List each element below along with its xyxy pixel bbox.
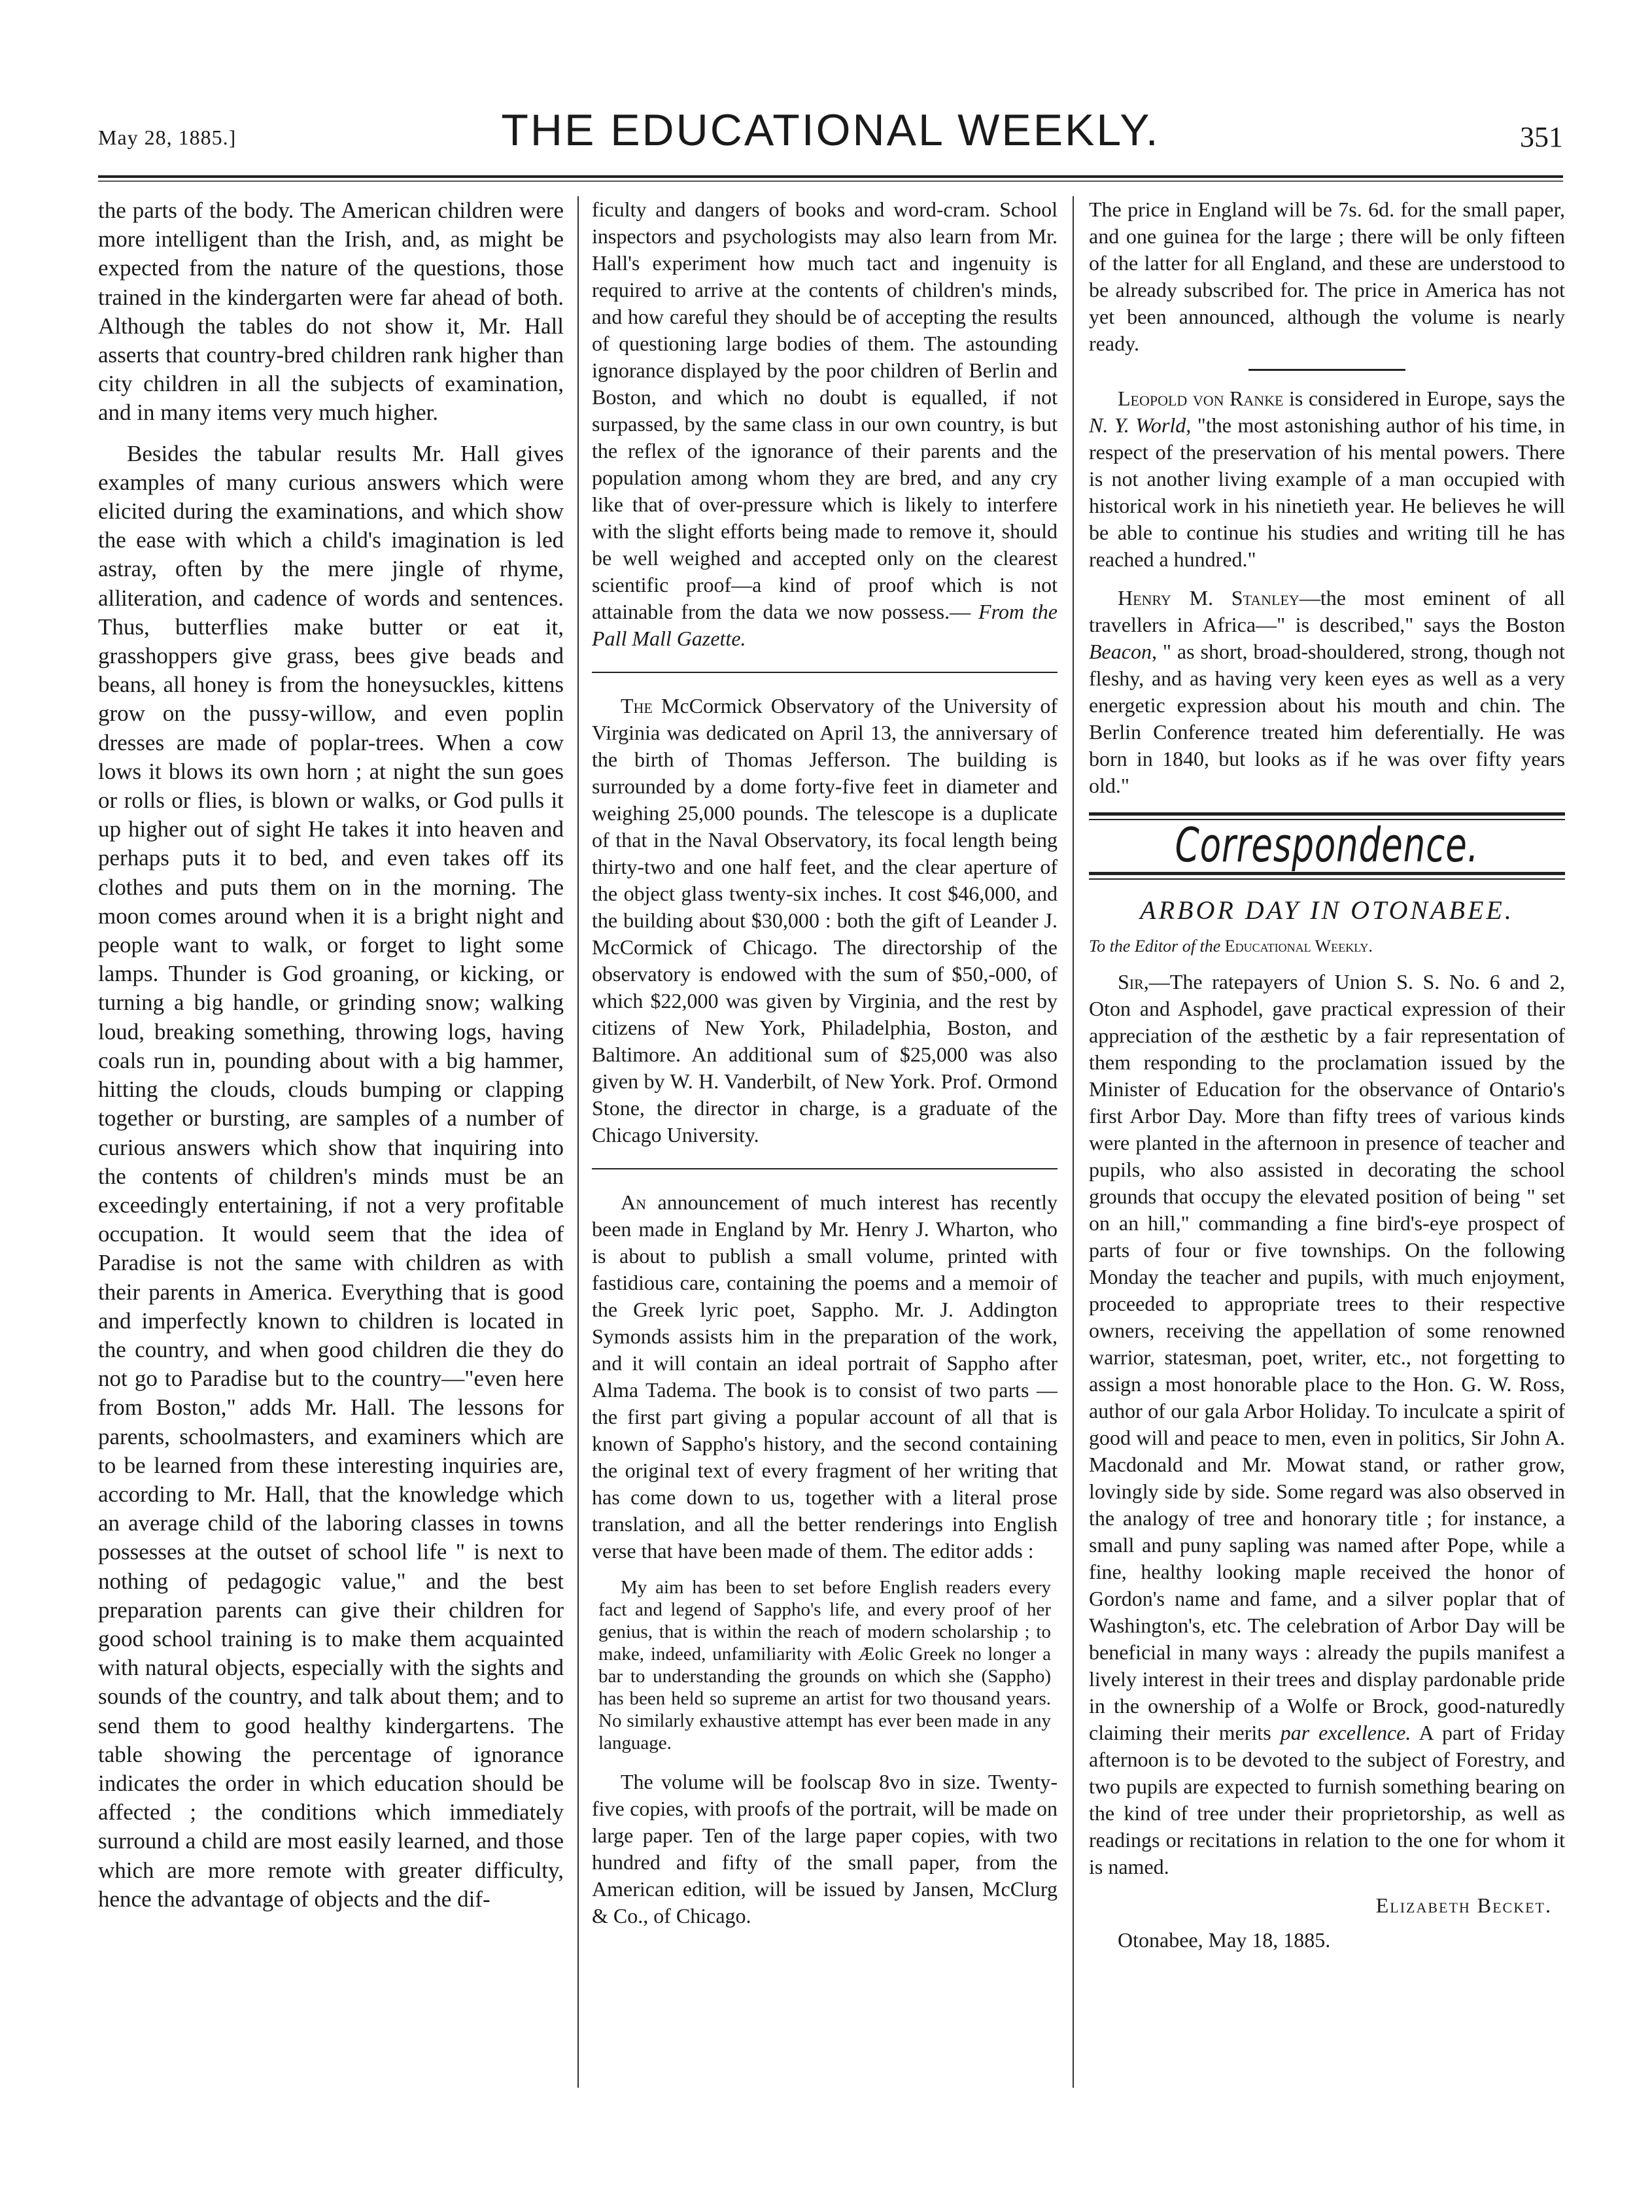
lead-name: Leopold von Ranke bbox=[1118, 387, 1284, 410]
article-source: From the Pall Mall Gazette. bbox=[592, 600, 1058, 650]
masthead bbox=[98, 98, 1563, 157]
column-3 bbox=[1089, 196, 1565, 2134]
section-title: Correspondence. bbox=[1175, 818, 1479, 873]
newspaper-name: Beacon, bbox=[1089, 640, 1157, 663]
article-text: —the most eminent of all travellers in Africa—" is described," says the Boston bbox=[1089, 586, 1565, 636]
lead-name: Henry M. Stanley bbox=[1118, 586, 1299, 610]
article-text: McCormick Observatory of the University of Virginia was dedicated on April 13, the anniversary of the birth of Thomas Jefferson. The building is surrounded by a dome forty-five feet in diameter and weighing 25,000 pounds. The telescope is a duplicate of that in the Naval Observatory, its focal length being thirty-two and one half feet, and the clear aperture of the object glass twenty-six inches. It cost $46,000, and the building about $30,000 : both the gift of Leander J. McCormick of Chicago. The directorship of the observatory is endowed with the sum of $50,-000, of which $22,000 was given by Virginia, and the rest by citizens of New York, Philadelphia, Boston, and Baltimore. An additional sum of $25,000 was also given by W. H. Vanderbilt, of New York. Prof. Ormond Stone, the director in charge, is a graduate of the Chicago University. bbox=[592, 694, 1058, 1147]
letter-dateline: Otonabee, May 18, 1885. bbox=[1118, 1928, 1331, 1952]
article-text: "the most astonishing author of his time, in respect of the preservation of his mental powers. There is not another living example of a man occupied with historical work in his ninetieth year. He believes he will be able to continue his studies and writing till he has reached a hundred." bbox=[1089, 413, 1565, 571]
salutation: Sir, bbox=[1118, 970, 1149, 994]
paragraph bbox=[1089, 385, 1565, 573]
paragraph: The price in England will be 7s. 6d. for the small paper, and one guinea for the large ; there will be only fifteen of the latter for all England, and these are understood to be already subscribed for. The price in America has not yet been announced, although the volume is nearly ready. bbox=[1089, 198, 1565, 355]
paragraph: the parts of the body. The American children were more intelligent than the Irish, and, as might be expected from the nature of the questions, those trained in the kindergarten were far ahead of both. Although the tables do not show it, Mr. Hall asserts that country-bred children rank higher than city children in all the subjects of examination, and in many items very much higher. bbox=[98, 198, 564, 426]
article-divider bbox=[592, 1168, 1058, 1169]
editor-address bbox=[1089, 933, 1565, 959]
paragraph: The volume will be foolscap 8vo in size. Twenty-five copies, with proofs of the portrait, will be made on large paper. Ten of the large paper copies, with two hundred and fifty of the small paper, from the American edition, will be issued by Jansen, McClurg & Co., of Chicago. bbox=[592, 1770, 1058, 1927]
article-text: is considered in Europe, says the bbox=[1283, 387, 1565, 410]
newspaper-name: N. Y. World, bbox=[1089, 413, 1192, 437]
article-text: announcement of much interest has recently been made in England by Mr. Henry J. Wharton, who is about to publish a small volume, printed with fastidious care, containing the poems and a memoir of the Greek lyric poet, Sappho. Mr. J. Addington Symonds assists him in the preparation of the work, and it will contain an ideal portrait of Sappho after Alma Tadema. The book is to consist of two parts —the first part giving a popular account of all that is known of Sappho's history, and the second containing the original text of every fragment of her writing that has come down to us, together with a literal prose translation, and all the better renderings into English verse that have been made of them. The editor adds : bbox=[592, 1190, 1058, 1563]
column-divider bbox=[577, 196, 579, 2088]
paragraph bbox=[1089, 585, 1565, 799]
paragraph bbox=[592, 1189, 1058, 1564]
section-divider bbox=[1089, 872, 1565, 880]
paragraph bbox=[592, 693, 1058, 1149]
editor-address-text: To the Editor of the bbox=[1089, 937, 1221, 956]
masthead-rule bbox=[98, 175, 1563, 182]
block-quote: My aim has been to set before English readers every fact and legend of Sappho's life, and every proof of her genius, that is within the reach of modern scholarship ; to make, indeed, unfamiliarity with Æolic Greek no longer a bar to understanding the grounds on which she (Sappho) has been held so supreme an artist for two thousand years. No similarly exhaustive attempt has ever been made in any language. bbox=[598, 1577, 1051, 1754]
letter-emphasis: par excellence. bbox=[1280, 1721, 1411, 1744]
letter-body bbox=[1089, 969, 1565, 1880]
issue-date: May 28, 1885.] bbox=[98, 126, 237, 149]
lead-word: An bbox=[621, 1190, 646, 1214]
letter-title: ARBOR DAY IN OTONABEE. bbox=[1140, 895, 1514, 925]
publication-title: THE EDUCATIONAL WEEKLY. bbox=[501, 105, 1160, 155]
page-number: 351 bbox=[1520, 121, 1563, 153]
lead-word: The bbox=[621, 694, 653, 717]
article-text: ficulty and dangers of books and word-cram. School inspectors and psychologists may also learn from Mr. Hall's experiment how much tact and ingenuity is required to arrive at the contents of children's minds, and how careful they should be of accepting the results of questioning large bodies of them. The astounding ignorance displayed by the poor children of Berlin and Boston, and which no doubt is equalled, if not surpassed, by the same class in our own country, is but the reflex of the ignorance of their parents and the population among whom they are bred, and any cry like that of over-pressure which is likely to interfere with the slight efforts being made to remove it, should be well weighed and accepted only on the clearest scientific proof—a kind of proof which is not attainable from the data we now possess.— bbox=[592, 198, 1058, 623]
paragraph: Besides the tabular results Mr. Hall gives examples of many curious answers which were elicited during the examinations, and which show the ease with which a child's imagination is led astray, often by the mere jingle of rhyme, alliteration, and cadence of words and sentences. Thus, butterflies make butter or eat it, grasshoppers give grass, bees give beads and beans, all honey is from the honeysuckles, kittens grow on the pussy-willow, and even poplin dresses are made of poplar-trees. When a cow lows it blows its own horn ; at night the sun goes or rolls or flies, is blown or walks, or God pulls it up higher out of sight He takes it into heaven and perhaps puts it to bed, and even takes off its clothes and puts them on in the morning. The moon comes around when it is a bright night and people want to walk, or forget to light some lamps. Thunder is God groaning, or kicking, or turning a big handle, or grinding snow; walking loud, breaking something, throwing logs, having coals run in, pounding about with a big hammer, hitting the clouds, clouds bumping or clapping together or bursting, are samples of a number of curious answers which show that inquiring into the contents of children's minds must be an exceedingly entertaining, if not a very profitable occupation. It would seem that the idea of Paradise is not the same with children as with their parents in America. Everything that is good and imperfectly known to children is located in the country, and when good children die they do not go to Paradise but to the country—"even here from Boston," adds Mr. Hall. The lessons for parents, schoolmasters, and examiners which are to be learned from these interesting inquiries are, according to Mr. Hall, that the knowledge which an average child of the laboring classes in towns possesses at the outset of school life " is next to nothing of pedagogic value," and the best preparation parents can give their children for good school training is to make them acquainted with natural objects, especially with the sights and sounds of the country, and talk about them; and to send them to good healthy kindergartens. The table showing the percentage of ignorance indicates the order in which education should be affected ; the conditions which immediately surround a child are most easily learned, and those which are more remote with greater difficulty, hence the advantage of objects and the dif- bbox=[98, 440, 564, 1912]
paragraph bbox=[592, 196, 1058, 652]
column-1 bbox=[98, 196, 564, 2134]
column-2 bbox=[592, 196, 1058, 2134]
editor-address-paper: Educational Weekly. bbox=[1224, 937, 1373, 956]
letter-text: A part of Friday afternoon is to be devoted to the subject of Forestry, and two pupils are expected to furnish something bearing on the kind of tree under their proprietorship, as well as readings or recitations in relation to the one for whom it is named. bbox=[1089, 1721, 1565, 1878]
signature: Elizabeth Becket. bbox=[1375, 1893, 1552, 1917]
column-divider bbox=[1073, 196, 1074, 2088]
article-divider bbox=[592, 672, 1058, 673]
letter-text: —The ratepayers of Union S. S. No. 6 and 2, Oton and Asphodel, gave practical expression of their appreciation of the æsthetic by a fair representation of them responding to the proclamation issued by the Minister of Education for the observance of Ontario's first Arbor Day. More than fifty trees of various kinds were planted in the afternoon in presence of teacher and pupils, who also assisted in decorating the school grounds that occupy the elevated position of being " set on an hill," commanding a fine bird's-eye prospect of parts of four or five townships. On the following Monday the teacher and pupils, with much enjoyment, proceeded to appropriate trees to their respective owners, receiving the appellation of some renowned warrior, statesman, poet, writer, etc., not forgetting to assign a most honorable place to the Hon. G. W. Ross, author of our gala Arbor Holiday. To inculcate a spirit of good will and peace to men, even in politics, Sir John A. Macdonald and Mr. Mowat stand, or rather grow, lovingly side by side. Some regard was also observed in the analogy of tree and honorary title ; for instance, a small and puny sapling was named after Pope, while a fine, healthy looking maple received the honor of Gordon's name and fame, and a silver poplar that of Washington's, etc. The celebration of Arbor Day will be beneficial in many ways : already the pupils manifest a lively interest in their trees and display pardonable pride in the ownership of a Wolfe or Brock, good-naturedly claiming their merits bbox=[1089, 970, 1565, 1744]
article-text: " as short, broad-shouldered, strong, though not fleshy, and as having very keen eyes as well as a very energetic expression about his mouth and chin. The Berlin Conference treated him deferentially. He was born in 1840, but looks as if he was over fifty years old." bbox=[1089, 640, 1565, 797]
article-divider bbox=[1248, 369, 1405, 371]
